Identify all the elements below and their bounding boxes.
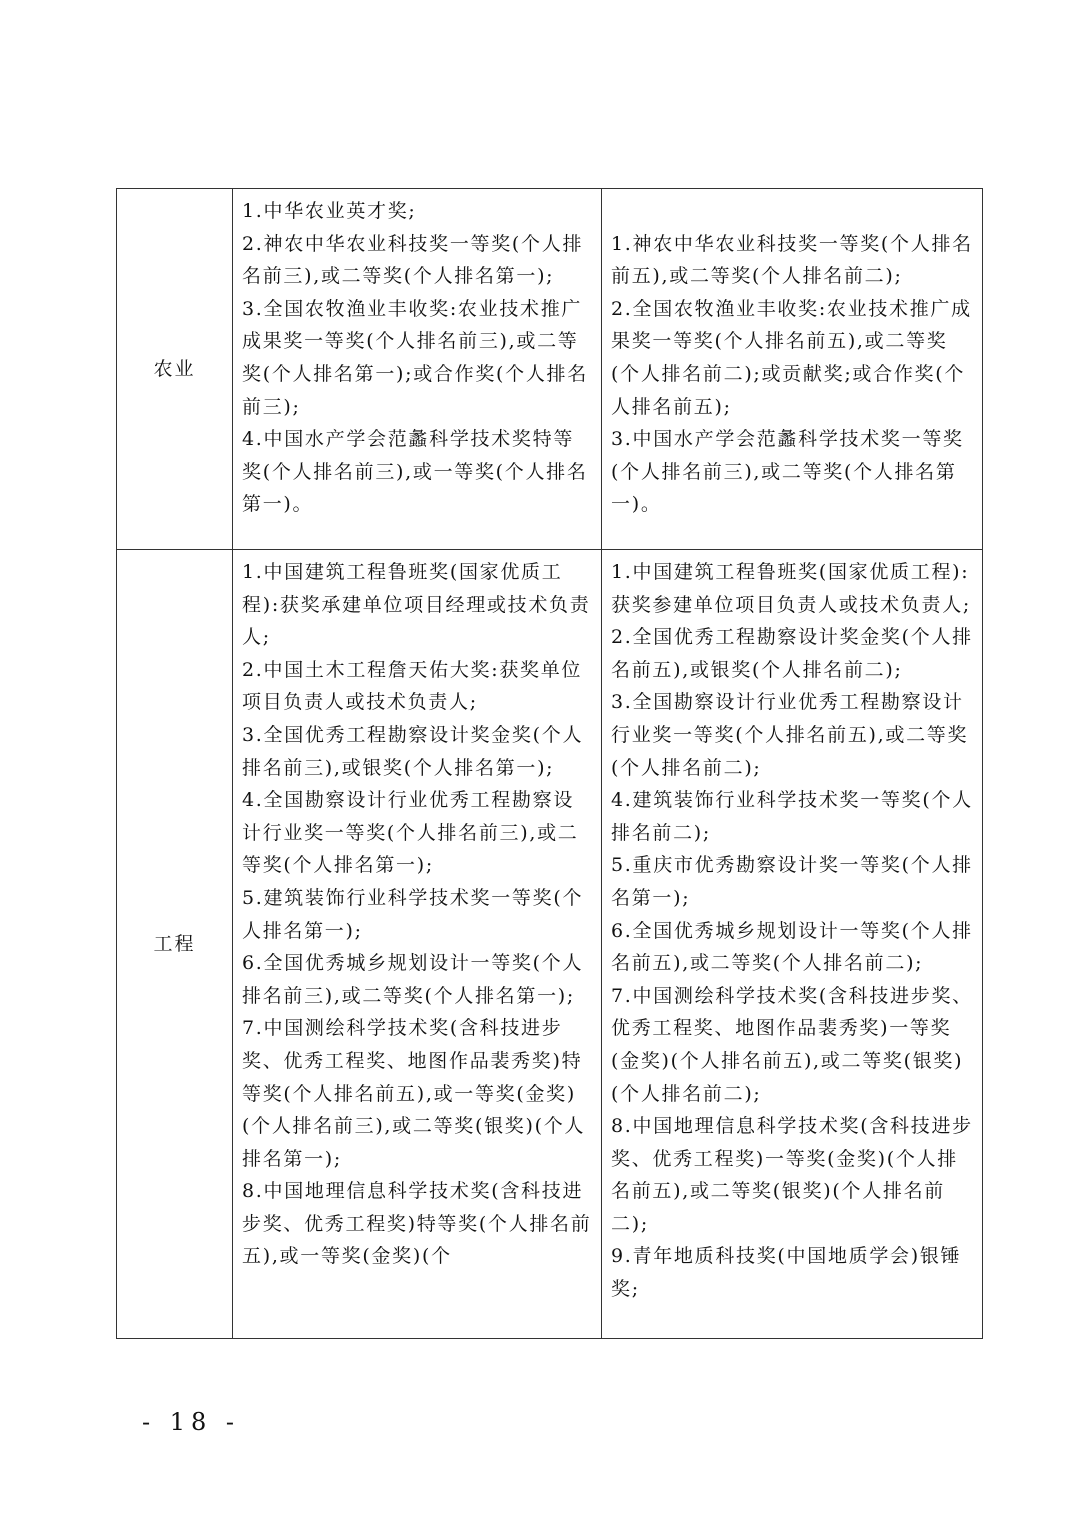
table-row [117, 189, 983, 550]
list-item: 9.青年地质科技奖(中国地质学会)银锤奖; [611, 1245, 962, 1301]
list-item: 8.中国地理信息科学技术奖(含科技进步奖、优秀工程奖)一等奖(金奖)(个人排名前五),或二等奖(银奖)(个人排名前二); [611, 1115, 973, 1235]
criteria-cell-senior [233, 550, 602, 1339]
list-item: 3.全国勘察设计行业优秀工程勘察设计行业奖一等奖(个人排名前五),或二等奖(个人排名前二); [611, 691, 969, 779]
list-item: 7.中国测绘科学技术奖(含科技进步奖、优秀工程奖、地图作品裴秀奖)一等奖(金奖)(个人排名前五),或二等奖(银奖)(个人排名前二); [611, 984, 973, 1105]
list-item: 3.全国农牧渔业丰收奖:农业技术推广成果奖一等奖(个人排名前三),或二等奖(个人排名第一);或合作奖(个人排名前三); [242, 297, 588, 418]
list-item: 6.全国优秀城乡规划设计一等奖(个人排名前五),或二等奖(个人排名前二); [611, 919, 973, 975]
list-item: 3.全国优秀工程勘察设计奖金奖(个人排名前三),或银奖(个人排名第一); [242, 723, 584, 779]
criteria-cell-senior [233, 189, 602, 550]
list-item: 2.全国优秀工程勘察设计奖金奖(个人排名前五),或银奖(个人排名前二); [611, 626, 973, 681]
list-item: 5.重庆市优秀勘察设计奖一等奖(个人排名第一); [611, 854, 973, 909]
list-item: 5.建筑装饰行业科学技术奖一等奖(个人排名第一); [242, 886, 584, 942]
criteria-cell-junior [602, 189, 983, 550]
category-cell: 工程 [117, 550, 233, 1339]
list-item: 4.建筑装饰行业科学技术奖一等奖(个人排名前二); [611, 789, 973, 844]
awards-table [116, 188, 983, 1339]
list-item: 3.中国水产学会范蠡科学技术奖一等奖(个人排名前三),或二等奖(个人排名第一)。 [611, 428, 964, 516]
list-item: 1.神农中华农业科技奖一等奖(个人排名前五),或二等奖(个人排名前二); [611, 232, 973, 288]
page-number: - 18 - [142, 1408, 241, 1436]
criteria-cell-junior [602, 550, 983, 1339]
list-item: 1.中国建筑工程鲁班奖(国家优质工程):获奖参建单位项目负责人或技术负责人; [611, 561, 972, 616]
list-item: 2.神农中华农业科技奖一等奖(个人排名前三),或二等奖(个人排名第一); [242, 232, 584, 288]
list-item: 4.中国水产学会范蠡科学技术奖特等奖(个人排名前三),或一等奖(个人排名第一)。 [242, 428, 588, 516]
list-item: 2.中国土木工程詹天佑大奖:获奖单位项目负责人或技术负责人; [242, 658, 583, 714]
list-item: 1.中国建筑工程鲁班奖(国家优质工程):获奖承建单位项目经理或技术负责人; [242, 561, 591, 649]
list-item: 2.全国农牧渔业丰收奖:农业技术推广成果奖一等奖(个人排名前五),或二等奖(个人排名前二);或贡献奖;或合作奖(个人排名前五); [611, 297, 972, 418]
list-item: 8.中国地理信息科学技术奖(含科技进步奖、优秀工程奖)特等奖(个人排名前五),或一等奖(金奖)(个 [242, 1180, 592, 1268]
list-item: 1.中华农业英才奖; [242, 200, 417, 222]
table-row [117, 550, 983, 1339]
category-cell: 农业 [117, 189, 233, 550]
list-item: 6.全国优秀城乡规划设计一等奖(个人排名前三),或二等奖(个人排名第一); [242, 952, 584, 1007]
list-item: 7.中国测绘科学技术奖(含科技进步奖、优秀工程奖、地图作品裴秀奖)特等奖(个人排名前五),或一等奖(金奖)(个人排名前三),或二等奖(银奖)(个人排名第一); [242, 1017, 586, 1170]
list-item: 4.全国勘察设计行业优秀工程勘察设计行业奖一等奖(个人排名前三),或二等奖(个人排名第一); [242, 789, 579, 877]
cell-spacer [611, 195, 974, 228]
